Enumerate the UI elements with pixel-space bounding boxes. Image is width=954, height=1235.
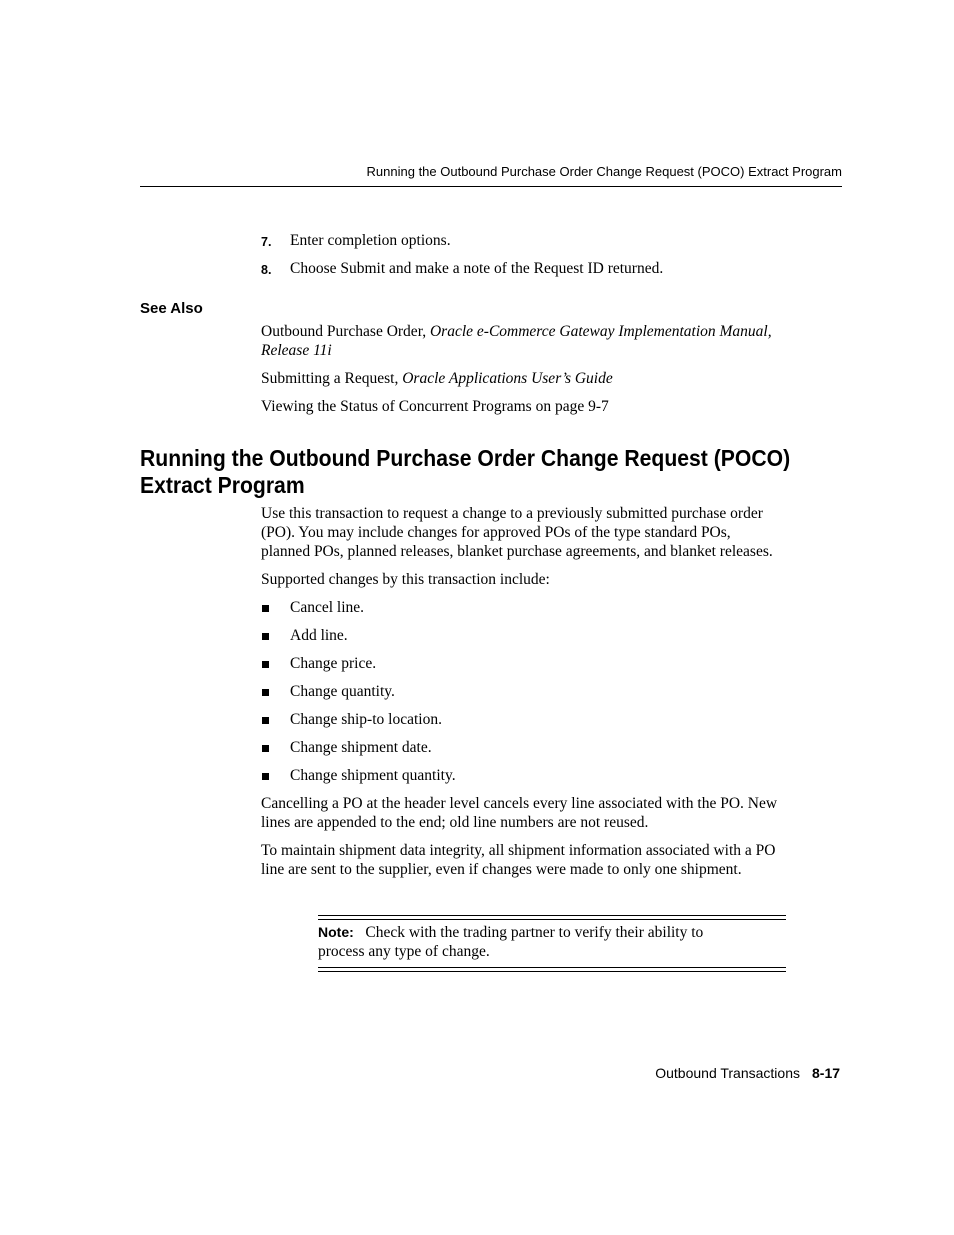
list-item: Change shipment quantity. xyxy=(290,767,456,784)
supported-changes-intro: Supported changes by this transaction include: xyxy=(261,571,550,588)
reference-title: Submitting a Request, xyxy=(261,370,403,387)
cancel-paragraph xyxy=(261,794,777,832)
section-title-line: Running the Outbound Purchase Order Change Request (POCO) xyxy=(140,445,791,471)
header-rule xyxy=(140,186,842,187)
paragraph-line: (PO). You may include changes for approved POs of the type standard POs, xyxy=(261,524,731,541)
paragraph-line: Use this transaction to request a change to a previously submitted purchase order xyxy=(261,505,763,522)
section-title xyxy=(140,445,802,499)
bullet-icon xyxy=(262,605,269,612)
list-item: Add line. xyxy=(290,627,348,644)
see-also-reference-cont xyxy=(261,341,332,360)
reference-book: Oracle Applications User’s Guide xyxy=(402,370,613,387)
note-box xyxy=(318,923,786,961)
reference-book: Release 11i xyxy=(261,342,332,359)
paragraph-line: line are sent to the supplier, even if changes were made to only one shipment. xyxy=(261,861,742,878)
note-line: process any type of change. xyxy=(318,943,490,960)
intro-paragraph xyxy=(261,504,773,561)
note-rule xyxy=(318,915,786,916)
paragraph-line: To maintain shipment data integrity, all shipment information associated with a PO xyxy=(261,842,776,859)
bullet-icon xyxy=(262,689,269,696)
list-item: Cancel line. xyxy=(290,599,365,616)
note-text: Check with the trading partner to verify their ability to xyxy=(365,924,704,941)
paragraph-line: lines are appended to the end; old line numbers are not reused. xyxy=(261,814,649,831)
step-number: 7. xyxy=(261,235,272,249)
bullet-icon xyxy=(262,661,269,668)
list-item: Change shipment date. xyxy=(290,739,432,756)
reference-book: Oracle e-Commerce Gateway Implementation Manual, xyxy=(429,323,772,340)
see-also-reference xyxy=(261,369,613,388)
see-also-reference xyxy=(261,322,841,341)
footer-chapter-label: Outbound Transactions xyxy=(655,1065,800,1081)
note-line xyxy=(318,923,786,942)
integrity-paragraph xyxy=(261,841,775,879)
paragraph-line: planned POs, planned releases, blanket purchase agreements, and blanket releases. xyxy=(261,543,773,560)
bullet-icon xyxy=(262,773,269,780)
see-also-reference: Viewing the Status of Concurrent Programs on page 9-7 xyxy=(261,398,609,415)
note-label: Note: xyxy=(318,924,354,940)
list-item: Change price. xyxy=(290,655,377,672)
step-text: Enter completion options. xyxy=(290,232,451,249)
note-rule xyxy=(318,967,786,968)
note-rule xyxy=(318,919,786,920)
step-text: Choose Submit and make a note of the Request ID returned. xyxy=(290,260,664,277)
running-header: Running the Outbound Purchase Order Change Request (POCO) Extract Program xyxy=(366,164,842,179)
list-item: Change ship-to location. xyxy=(290,711,442,728)
step-number: 8. xyxy=(261,263,272,277)
bullet-icon xyxy=(262,633,269,640)
bullet-icon xyxy=(262,745,269,752)
list-item: Change quantity. xyxy=(290,683,395,700)
paragraph-line: Cancelling a PO at the header level cancels every line associated with the PO. New xyxy=(261,795,778,812)
note-rule xyxy=(318,971,786,972)
bullet-icon xyxy=(262,717,269,724)
footer-page-number: 8-17 xyxy=(812,1065,841,1081)
section-title-line: Extract Program xyxy=(140,472,305,498)
see-also-heading: See Also xyxy=(140,300,203,317)
reference-title: Outbound Purchase Order, xyxy=(261,323,430,340)
